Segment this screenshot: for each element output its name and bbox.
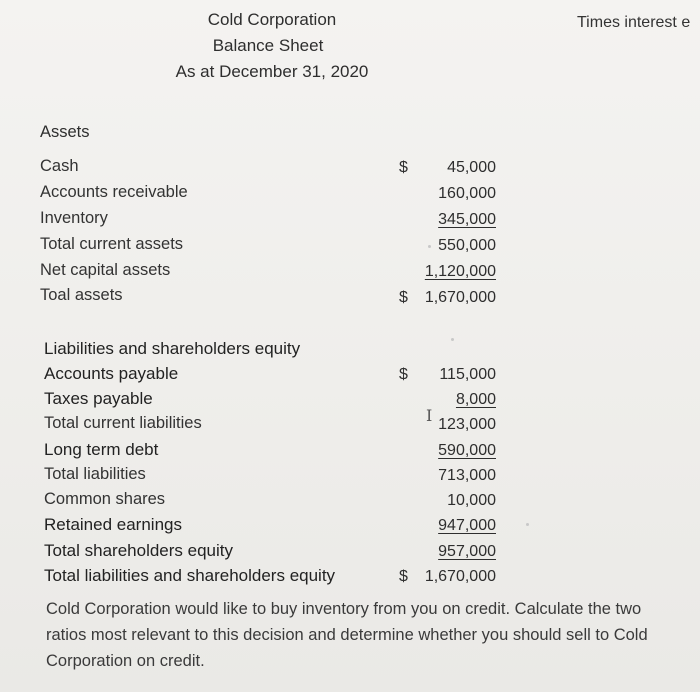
total-assets-label: Toal assets [40,286,123,304]
long-term-debt-label: Long term debt [44,440,159,459]
total-liabilities-and-equity-value: 1,670,000 [424,568,496,585]
total-liabilities-and-equity-dollar-sign: $ [399,568,408,585]
total-shareholders-equity-value: 957,000 [438,543,496,560]
accounts-receivable-value: 160,000 [438,185,496,202]
common-shares-value: 10,000 [447,492,496,509]
total-liabilities-value: 713,000 [438,467,496,484]
total-current-assets-value: 550,000 [438,237,496,254]
accounts-payable-label: Accounts payable [44,364,179,383]
accounts-payable-dollar-sign: $ [399,366,408,383]
taxes-payable-label: Taxes payable [44,389,153,408]
accounts-receivable-label: Accounts receivable [40,183,188,201]
accounts-payable-value: 115,000 [439,366,496,383]
total-liabilities-and-equity-label: Total liabilities and shareholders equity [44,566,336,585]
total-assets-dollar-sign: $ [399,289,408,306]
inventory-value: 345,000 [438,211,496,228]
cash-value: 45,000 [447,159,496,176]
total-current-liabilities-label: Total current liabilities [44,414,202,432]
total-current-assets-label: Total current assets [40,235,184,253]
total-current-liabilities-value: 123,000 [438,416,496,433]
cash-label: Cash [40,157,79,175]
text-cursor-icon: I [426,406,433,425]
retained-earnings-label: Retained earnings [44,515,182,534]
stray-dot [451,338,454,341]
net-capital-assets-value: 1,120,000 [424,263,496,280]
company-name: Cold Corporation [207,10,337,29]
assets-heading: Assets [40,123,90,141]
cropped-heading: Times interest e [577,14,691,31]
total-liabilities-label: Total liabilities [44,465,146,483]
stray-dot [428,245,431,248]
taxes-payable-value: 8,000 [455,391,496,408]
long-term-debt-value: 590,000 [438,442,496,459]
total-shareholders-equity-label: Total shareholders equity [44,541,234,560]
cropped-top-text [560,0,700,8]
retained-earnings-value: 947,000 [438,517,496,534]
total-assets-value: 1,670,000 [424,289,496,306]
statement-date: As at December 31, 2020 [175,62,369,81]
stray-dot [526,523,529,526]
net-capital-assets-label: Net capital assets [40,261,171,279]
common-shares-label: Common shares [44,490,166,508]
liabilities-heading: Liabilities and shareholders equity [44,339,301,358]
cash-dollar-sign: $ [399,159,408,176]
statement-title: Balance Sheet [212,36,324,55]
question-text: Cold Corporation would like to buy inventory from you on credit. Calculate the two ratios most relevant to this decision and determine whether you should sell to Cold Corporation on credit. [46,600,648,670]
inventory-label: Inventory [40,209,108,227]
